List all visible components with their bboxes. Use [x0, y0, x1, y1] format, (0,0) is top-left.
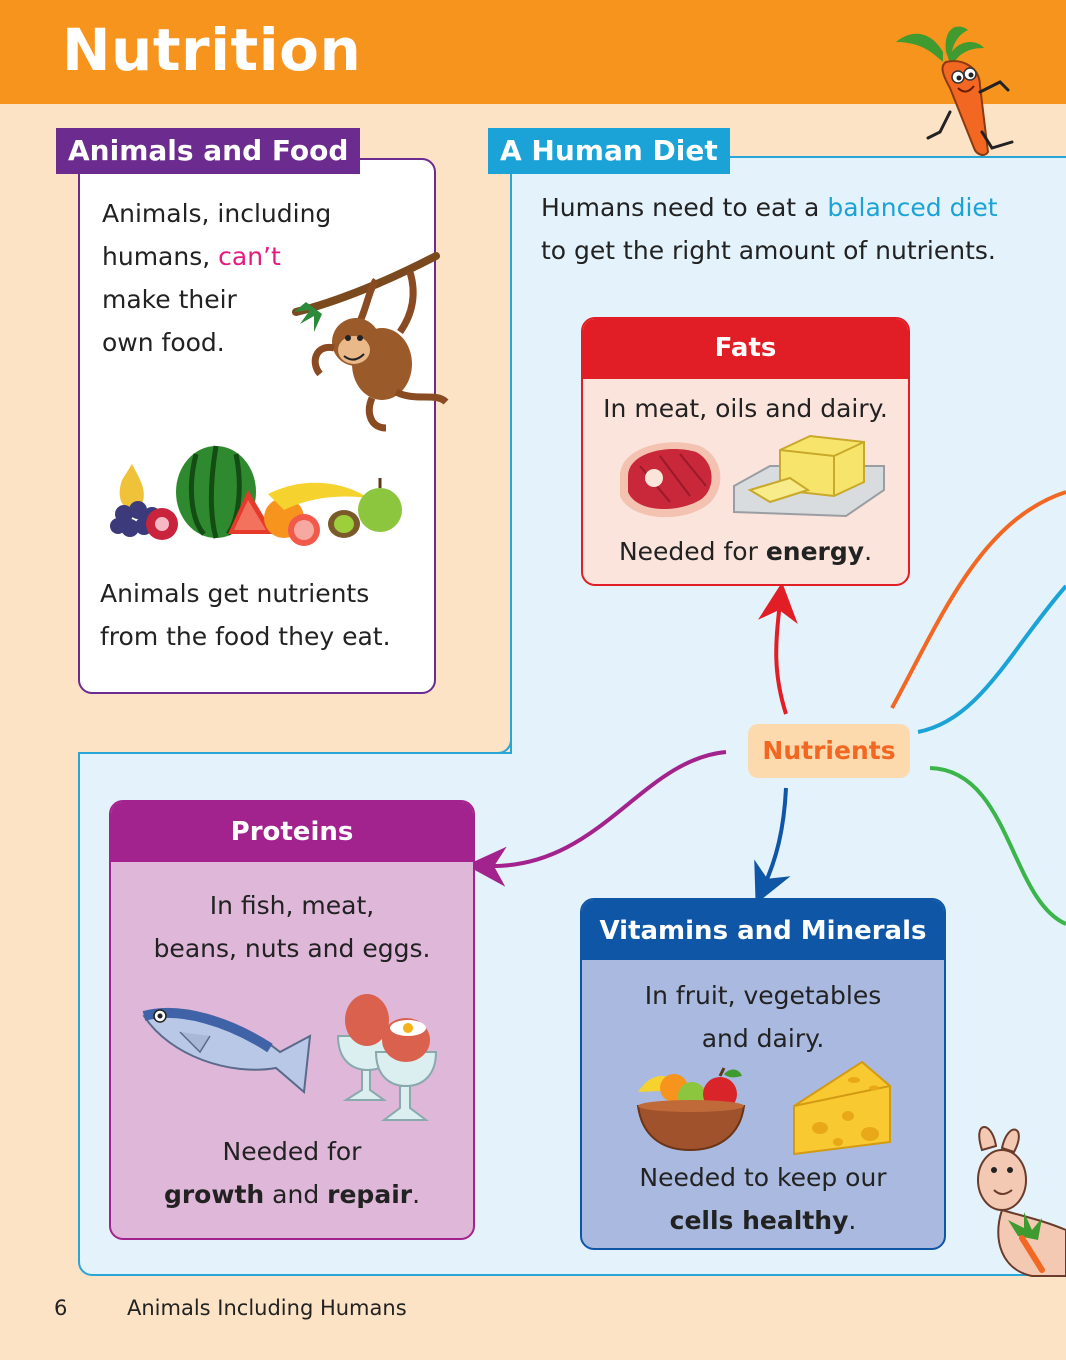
diet-tag: A Human Diet: [488, 128, 730, 174]
growth-term: growth: [163, 1180, 265, 1209]
cant-emphasis: can’t: [218, 242, 281, 271]
connector-green: [930, 768, 1066, 924]
boiled-eggs-icon: [332, 990, 442, 1130]
page-number: 6: [54, 1296, 68, 1320]
fats-title: Fats: [583, 319, 908, 379]
cells-healthy-term: cells healthy: [669, 1206, 849, 1235]
balanced-diet-term: balanced diet: [827, 193, 998, 222]
energy-term: energy: [765, 537, 865, 566]
proteins-card: Proteins In fish, meat, beans, nuts and eggs.: [109, 800, 475, 1240]
fats-source: In meat, oils and dairy.: [603, 394, 888, 423]
fish-icon: [140, 996, 320, 1096]
vitamins-card: Vitamins and Minerals In fruit, vegetables and dairy.: [580, 898, 946, 1250]
connector-orange: [892, 492, 1066, 708]
arrow-to-fats: [776, 602, 786, 714]
proteins-title: Proteins: [111, 802, 473, 862]
steak-icon: [610, 436, 726, 522]
arrow-to-proteins: [486, 752, 726, 866]
connector-blue: [918, 586, 1066, 732]
page-title: Nutrition: [62, 16, 362, 84]
fruit-bowl-icon: [632, 1066, 748, 1154]
vitamins-need: Needed to keep our cells healthy.: [639, 1163, 887, 1235]
repair-term: repair: [327, 1180, 413, 1209]
diet-intro: Humans need to eat a balanced diet to get the right amount of nutrients.: [541, 193, 998, 265]
animals-intro: Animals, including humans, can’t make their own food.: [102, 199, 332, 357]
animals-tag: Animals and Food: [56, 128, 360, 174]
animals-outro: Animals get nutrients from the food they eat.: [100, 579, 391, 651]
section-name: Animals Including Humans: [127, 1296, 407, 1320]
butter-icon: [730, 432, 888, 522]
rabbit-mascot-icon: [962, 1120, 1066, 1280]
fats-need: Needed for energy.: [618, 537, 873, 566]
arrow-to-vitamins: [764, 788, 786, 886]
proteins-need: Needed for growth and repair.: [163, 1137, 421, 1209]
vitamins-title: Vitamins and Minerals: [582, 900, 944, 960]
nutrients-hub: Nutrients: [748, 724, 910, 778]
cheese-icon: [790, 1058, 894, 1158]
